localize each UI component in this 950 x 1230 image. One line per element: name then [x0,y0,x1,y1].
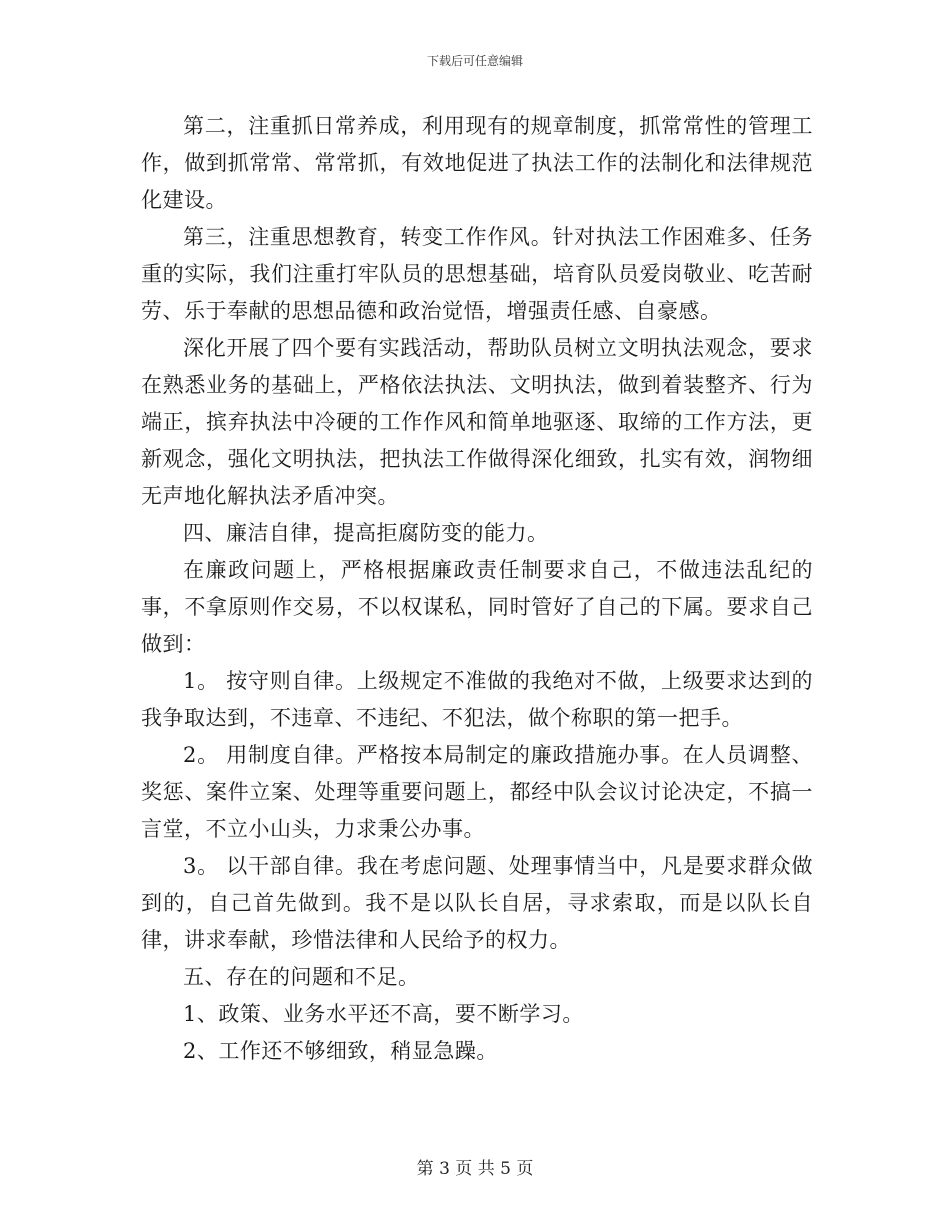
section-heading-4: 四、廉洁自律，提高拒腐防变的能力。 [183,521,549,545]
paragraph-3: 第三，注重思想教育，转变工作作风。针对执法工作困难多、任务重的实际，我们注重打牢队员的思想基础，培育队员爱岗敬业、吃苦耐劳、乐于奉献的思想品德和政治觉悟，增强责任感、自豪感。 [141,225,813,323]
paragraph-2: 第二，注重抓日常养成，利用现有的规章制度，抓常常性的管理工作，做到抓常常、常常抓，有效地促进了执法工作的法制化和法律规范化建设。 [141,114,813,212]
page-header-note: 下载后可任意编辑 [426,54,523,68]
paragraph-practice-activities: 深化开展了四个要有实践活动，帮助队员树立文明执法观念，要求在熟悉业务的基础上，严格依法执法、文明执法，做到着装整齐、行为端正，摈弃执法中冷硬的工作作风和简单地驱逐、取缔的工作方法，更新观念，强化文明执法，把执法工作做得深化细致，扎实有效，润物细无声地化解执法矛盾冲突。 [141,336,813,508]
section-heading-5: 五、存在的问题和不足。 [183,965,420,989]
issue-item-1: 1、政策、业务水平还不高，要不断学习。 [183,1002,584,1026]
document-body [141,108,813,1070]
list-item-3: 3。 以干部自律。我在考虑问题、处理事情当中，凡是要求群众做到的，自己首先做到。我不是以队长自居，寻求索取，而是以队长自律，讲求奉献，珍惜法律和人民给予的权力。 [141,854,813,952]
page-number: 第 3 页 共 5 页 [416,1159,534,1179]
paragraph-integrity: 在廉政问题上，严格根据廉政责任制要求自己，不做违法乱纪的事，不拿原则作交易，不以权谋私，同时管好了自己的下属。要求自己做到： [141,558,813,656]
list-item-2: 2。 用制度自律。严格按本局制定的廉政措施办事。在人员调整、奖惩、案件立案、处理等重要问题上，都经中队会议讨论决定，不搞一言堂，不立小山头，力求秉公办事。 [141,743,813,841]
list-item-1: 1。 按守则自律。上级规定不准做的我绝对不做，上级要求达到的我争取达到，不违章、不违纪、不犯法，做个称职的第一把手。 [141,669,813,730]
issue-item-2: 2、工作还不够细致，稍显急躁。 [183,1039,498,1063]
